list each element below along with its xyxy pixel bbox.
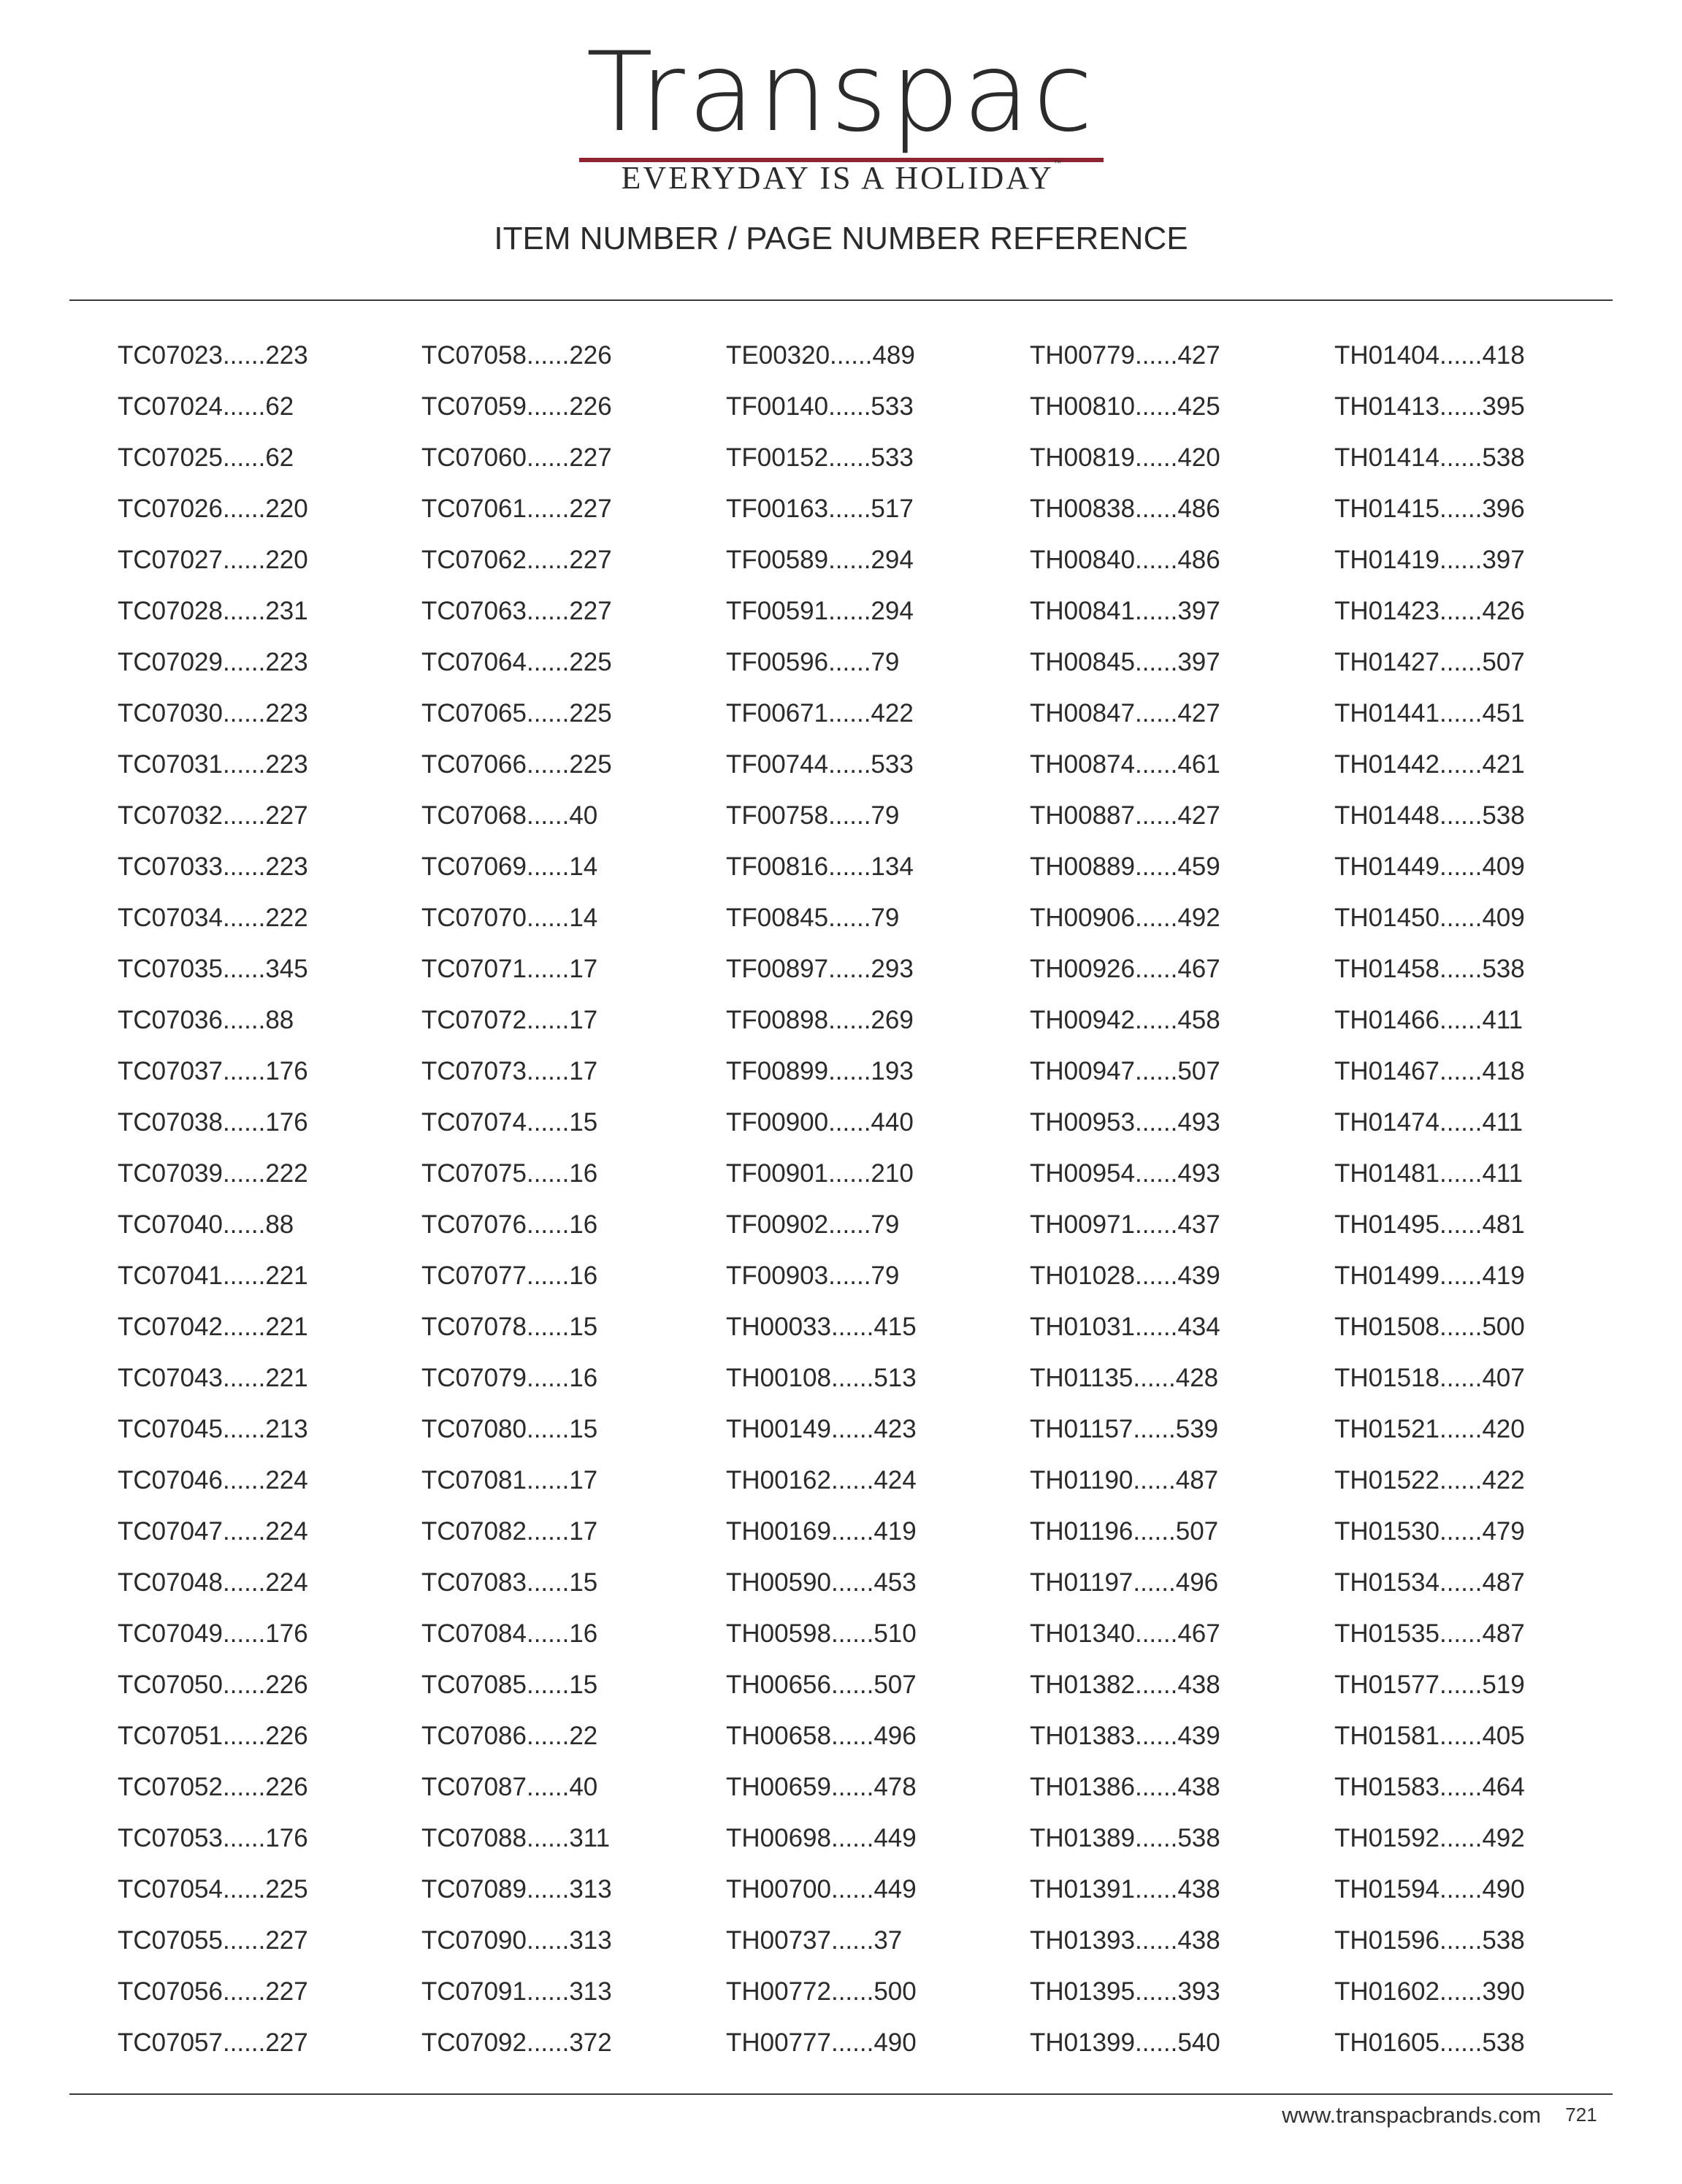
index-entry: TH00698......449	[726, 1824, 917, 1852]
index-entry: TH01592......492	[1334, 1824, 1525, 1852]
index-entry: TF00140......533	[726, 392, 914, 421]
index-entry: TH00658......496	[726, 1722, 917, 1750]
index-column-2	[421, 330, 714, 2069]
index-entry: TC07058......226	[421, 341, 612, 370]
index-entry: TH00971......437	[1030, 1210, 1220, 1239]
index-entry: TC07074......15	[421, 1108, 598, 1137]
index-entry: TC07068......40	[421, 801, 598, 830]
index-entry: TH01386......438	[1030, 1773, 1220, 1801]
index-entry: TC07037......176	[118, 1057, 308, 1085]
index-entry: TC07040......88	[118, 1210, 294, 1239]
index-entry: TC07062......227	[421, 546, 612, 574]
index-entry: TC07083......15	[421, 1568, 598, 1597]
index-entry: TH00953......493	[1030, 1108, 1220, 1137]
index-entry: TH01577......519	[1334, 1671, 1525, 1699]
index-entry: TC07046......224	[118, 1466, 308, 1494]
index-entry: TC07059......226	[421, 392, 612, 421]
index-entry: TF00591......294	[726, 597, 914, 625]
index-entry: TH01458......538	[1334, 955, 1525, 983]
index-entry: TE00320......489	[726, 341, 915, 370]
index-entry: TC07032......227	[118, 801, 308, 830]
index-entry: TH01521......420	[1334, 1415, 1525, 1443]
index-entry: TF00596......79	[726, 648, 900, 676]
index-entry: TC07087......40	[421, 1773, 598, 1801]
index-entry: TH01404......418	[1334, 341, 1525, 370]
index-entry: TH00845......397	[1030, 648, 1220, 676]
index-entry: TC07081......17	[421, 1466, 598, 1494]
index-entry: TC07090......313	[421, 1926, 612, 1955]
index-entry: TH01441......451	[1334, 699, 1525, 728]
top-divider	[69, 299, 1613, 301]
index-entry: TH00847......427	[1030, 699, 1220, 728]
tagline-text: EVERYDAY IS A HOLIDAY	[621, 160, 1054, 196]
index-column-5	[1334, 330, 1626, 2069]
index-entry: TH00874......461	[1030, 750, 1220, 779]
index-entry: TH01495......481	[1334, 1210, 1525, 1239]
index-entry: TH01508......500	[1334, 1313, 1525, 1341]
index-entry: TH00779......427	[1030, 341, 1220, 370]
index-entry: TC07084......16	[421, 1619, 598, 1648]
index-entry: TF00900......440	[726, 1108, 914, 1137]
index-entry: TH00590......453	[726, 1568, 917, 1597]
index-entry: TC07060......227	[421, 443, 612, 472]
website-link[interactable]: www.transpacbrands.com	[1282, 2102, 1541, 2128]
index-entry: TH01450......409	[1334, 904, 1525, 932]
index-entry: TF00671......422	[726, 699, 914, 728]
index-entry: TH01442......421	[1334, 750, 1525, 779]
index-entry: TC07075......16	[421, 1159, 598, 1188]
index-entry: TH01499......419	[1334, 1261, 1525, 1290]
brand-logo	[0, 29, 1682, 162]
index-entry: TC07064......225	[421, 648, 612, 676]
index-entry: TC07049......176	[118, 1619, 308, 1648]
index-entry: TF00744......533	[726, 750, 914, 779]
brand-wordmark: Transpac	[579, 38, 1104, 162]
index-entry: TC07076......16	[421, 1210, 598, 1239]
index-entry: TC07036......88	[118, 1006, 294, 1034]
index-entry: TC07043......221	[118, 1364, 308, 1392]
index-entry: TC07079......16	[421, 1364, 598, 1392]
index-entry: TH01028......439	[1030, 1261, 1220, 1290]
index-entry: TC07024......62	[118, 392, 294, 421]
index-entry: TH00772......500	[726, 1977, 917, 2006]
index-entry: TH01196......507	[1030, 1517, 1219, 1546]
index-entry: TH01583......464	[1334, 1773, 1525, 1801]
index-entry: TC07048......224	[118, 1568, 308, 1597]
index-entry: TH01534......487	[1334, 1568, 1525, 1597]
index-entry: TH01190......487	[1030, 1466, 1219, 1494]
index-entry: TH00841......397	[1030, 597, 1220, 625]
index-entry: TH00108......513	[726, 1364, 917, 1392]
index-entry: TC07047......224	[118, 1517, 308, 1546]
index-entry: TH01391......438	[1030, 1875, 1220, 1904]
index-entry: TH01466......411	[1334, 1006, 1524, 1034]
bottom-divider	[69, 2093, 1613, 2095]
index-entry: TC07070......14	[421, 904, 598, 932]
index-entry: TH00819......420	[1030, 443, 1220, 472]
index-entry: TH00656......507	[726, 1671, 917, 1699]
index-column-1	[118, 330, 410, 2069]
index-entry: TC07030......223	[118, 699, 308, 728]
index-entry: TC07041......221	[118, 1261, 308, 1290]
index-column-3	[726, 330, 1018, 2069]
index-entry: TF00901......210	[726, 1159, 914, 1188]
index-entry: TH01596......538	[1334, 1926, 1525, 1955]
index-entry: TH01449......409	[1334, 852, 1525, 881]
index-entry: TH01415......396	[1334, 495, 1525, 523]
index-entry: TH01393......438	[1030, 1926, 1220, 1955]
index-entry: TC07042......221	[118, 1313, 308, 1341]
index-entry: TF00816......134	[726, 852, 914, 881]
index-entry: TH00737......37	[726, 1926, 903, 1955]
index-entry: TC07066......225	[421, 750, 612, 779]
index-entry: TC07073......17	[421, 1057, 598, 1085]
index-entry: TH01389......538	[1030, 1824, 1220, 1852]
index-entry: TH01427......507	[1334, 648, 1525, 676]
index-entry: TH00840......486	[1030, 546, 1220, 574]
index-entry: TH00810......425	[1030, 392, 1220, 421]
page-number: 721	[1565, 2104, 1597, 2126]
index-entry: TH00598......510	[726, 1619, 917, 1648]
index-entry: TH01602......390	[1334, 1977, 1525, 2006]
index-entry: TH01605......538	[1334, 2028, 1525, 2057]
index-entry: TH01448......538	[1334, 801, 1525, 830]
index-entry: TH01382......438	[1030, 1671, 1220, 1699]
index-entry: TC07088......311	[421, 1824, 611, 1852]
index-entry: TH00889......459	[1030, 852, 1220, 881]
index-entry: TC07028......231	[118, 597, 308, 625]
index-entry: TF00899......193	[726, 1057, 914, 1085]
index-entry: TF00903......79	[726, 1261, 900, 1290]
index-entry: TC07072......17	[421, 1006, 598, 1034]
index-entry: TF00845......79	[726, 904, 900, 932]
index-entry: TC07045......213	[118, 1415, 308, 1443]
index-entry: TH01594......490	[1334, 1875, 1525, 1904]
index-entry: TH00947......507	[1030, 1057, 1220, 1085]
index-entry: TH01414......538	[1334, 443, 1525, 472]
index-entry: TC07061......227	[421, 495, 612, 523]
index-entry: TC07031......223	[118, 750, 308, 779]
index-entry: TH00906......492	[1030, 904, 1220, 932]
trademark-mark: ™	[1053, 159, 1061, 167]
index-entry: TH01197......496	[1030, 1568, 1219, 1597]
index-entry: TF00163......517	[726, 495, 914, 523]
index-entry: TC07052......226	[118, 1773, 308, 1801]
index-entry: TH00838......486	[1030, 495, 1220, 523]
index-entry: TC07063......227	[421, 597, 612, 625]
brand-tagline	[0, 159, 1682, 196]
index-entry: TC07092......372	[421, 2028, 612, 2057]
index-entry: TH01522......422	[1334, 1466, 1525, 1494]
index-entry: TH00926......467	[1030, 955, 1220, 983]
index-entry: TH01581......405	[1334, 1722, 1525, 1750]
index-entry: TF00152......533	[726, 443, 914, 472]
index-entry: TH01135......428	[1030, 1364, 1219, 1392]
index-entry: TC07054......225	[118, 1875, 308, 1904]
index-entry: TH00887......427	[1030, 801, 1220, 830]
index-entry: TC07085......15	[421, 1671, 598, 1699]
index-entry: TF00898......269	[726, 1006, 914, 1034]
index-entry: TC07035......345	[118, 955, 308, 983]
index-entry: TH01395......393	[1030, 1977, 1220, 2006]
index-entry: TH00169......419	[726, 1517, 917, 1546]
index-entry: TC07025......62	[118, 443, 294, 472]
index-entry: TH01474......411	[1334, 1108, 1524, 1137]
index-entry: TC07023......223	[118, 341, 308, 370]
index-entry: TC07026......220	[118, 495, 308, 523]
index-entry: TH00954......493	[1030, 1159, 1220, 1188]
index-entry: TH01413......395	[1334, 392, 1525, 421]
index-entry: TH01419......397	[1334, 546, 1525, 574]
index-entry: TC07082......17	[421, 1517, 598, 1546]
index-entry: TC07055......227	[118, 1926, 308, 1955]
index-entry: TH01031......434	[1030, 1313, 1220, 1341]
index-entry: TC07053......176	[118, 1824, 308, 1852]
index-entry: TH01340......467	[1030, 1619, 1220, 1648]
index-entry: TC07086......22	[421, 1722, 598, 1750]
reference-index	[0, 330, 1682, 2069]
index-entry: TH00033......415	[726, 1313, 917, 1341]
index-entry: TH00162......424	[726, 1466, 917, 1494]
index-entry: TC07033......223	[118, 852, 308, 881]
index-entry: TC07069......14	[421, 852, 598, 881]
index-entry: TC07089......313	[421, 1875, 612, 1904]
index-entry: TC07077......16	[421, 1261, 598, 1290]
index-entry: TH01467......418	[1334, 1057, 1525, 1085]
index-entry: TF00897......293	[726, 955, 914, 983]
index-entry: TC07057......227	[118, 2028, 308, 2057]
index-entry: TH00149......423	[726, 1415, 917, 1443]
index-entry: TC07091......313	[421, 1977, 612, 2006]
index-entry: TH01423......426	[1334, 597, 1525, 625]
index-entry: TC07051......226	[118, 1722, 308, 1750]
index-entry: TC07029......223	[118, 648, 308, 676]
index-entry: TH00659......478	[726, 1773, 917, 1801]
index-entry: TH01518......407	[1334, 1364, 1525, 1392]
index-entry: TC07065......225	[421, 699, 612, 728]
page-title: ITEM NUMBER / PAGE NUMBER REFERENCE	[494, 221, 1188, 256]
index-entry: TC07080......15	[421, 1415, 598, 1443]
index-entry: TH00777......490	[726, 2028, 917, 2057]
index-entry: TH00942......458	[1030, 1006, 1220, 1034]
index-entry: TC07071......17	[421, 955, 598, 983]
index-entry: TC07056......227	[118, 1977, 308, 2006]
index-entry: TH00700......449	[726, 1875, 917, 1904]
index-entry: TC07027......220	[118, 546, 308, 574]
index-entry: TF00902......79	[726, 1210, 900, 1239]
index-entry: TH01530......479	[1334, 1517, 1525, 1546]
index-entry: TH01157......539	[1030, 1415, 1219, 1443]
index-entry: TH01535......487	[1334, 1619, 1525, 1648]
index-entry: TH01383......439	[1030, 1722, 1220, 1750]
index-column-4	[1030, 330, 1322, 2069]
index-entry: TC07039......222	[118, 1159, 308, 1188]
index-entry: TH01399......540	[1030, 2028, 1220, 2057]
index-entry: TF00589......294	[726, 546, 914, 574]
index-entry: TC07038......176	[118, 1108, 308, 1137]
index-entry: TH01481......411	[1334, 1159, 1524, 1188]
index-entry: TC07050......226	[118, 1671, 308, 1699]
index-entry: TF00758......79	[726, 801, 900, 830]
index-entry: TC07078......15	[421, 1313, 598, 1341]
index-entry: TC07034......222	[118, 904, 308, 932]
